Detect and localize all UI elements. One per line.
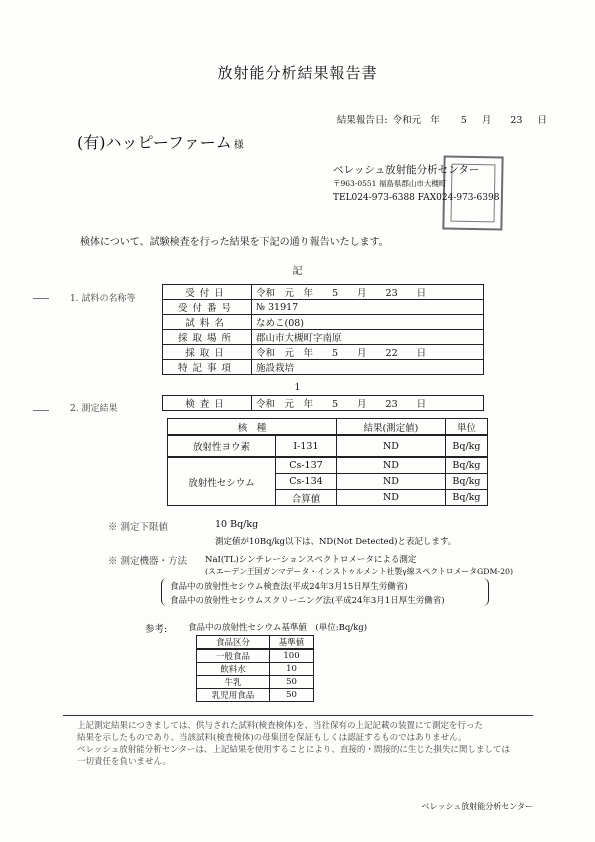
reference-label: 参考: xyxy=(145,624,168,635)
disclaimer: 上記測定結果につきましては、供与された試料(検査検体)を、当社保有の上記記載の装置にて測定を行った 結果を示したものであり、当該試料(検査検体)の母集団を保証もしくは認証するものではありません。 ベレッシュ放射能分析センターは、上記結果を使用することにより、直接的・間接的に生じた損失に関しましては 一切責任を負いません。 xyxy=(77,721,510,767)
table-row: 一般食品 100 xyxy=(197,649,314,663)
table-row: 乳児用食品 50 xyxy=(197,689,314,702)
ki-heading: 記 xyxy=(292,266,303,277)
section-1-heading: 1. 試料の名称等 xyxy=(70,294,136,304)
table-row: 放射性セシウム Cs-137 ND Bq/kg xyxy=(168,457,488,474)
table-row: 採取場所 郡山市大槻町字南原 xyxy=(163,330,484,345)
addressee-name: (有)ハッピーファーム xyxy=(77,133,232,152)
limit-note: 測定値が10Bq/kg以下は、ND(Not Detected)と表記します。 xyxy=(215,537,457,547)
table-row: 合算値 ND Bq/kg xyxy=(168,490,488,506)
results-table xyxy=(167,418,488,506)
table-row: 受付日 令和 元 年 5 月 23 日 xyxy=(163,285,484,300)
table-row: 検査日 令和 元 年 5 月 23 日 xyxy=(163,396,484,411)
table-row: 採取日 令和 元 年 5 月 22 日 xyxy=(163,345,484,360)
method-line-1: NaI(TL)シンチレーションスペクトロメータによる測定 xyxy=(205,555,417,565)
sender-address: 〒963-0551 福島県郡山市大槻町 xyxy=(333,179,447,188)
document-title: 放射能分析結果報告書 xyxy=(217,64,378,82)
sender-tel: TEL024-973-6388 FAX024-973-6398 xyxy=(333,193,500,203)
table-row: 牛乳 50 xyxy=(197,676,314,689)
limit-label: ※ 測定下限値 xyxy=(108,522,169,533)
margin-mark xyxy=(33,410,49,411)
table-header-row: 核 種 結果(測定値) 単位 xyxy=(168,419,488,436)
footer-company: ベレッシュ放射能分析センター xyxy=(421,802,533,811)
addressee-suffix: 様 xyxy=(233,140,244,151)
table-header-row: 食品区分 基準値 xyxy=(197,636,314,650)
table-row: 放射性ヨウ素 I-131 ND Bq/kg xyxy=(168,435,488,457)
addressee xyxy=(77,130,244,153)
table-row: 試料名 なめこ(08) xyxy=(163,315,484,330)
sender-block xyxy=(333,163,499,205)
table-row: 飲料水 10 xyxy=(197,663,314,676)
sender-name: ベレッシュ放射能分析センター xyxy=(333,164,480,176)
method-line-2: (スエーデン王国ガンマデータ・インストゥルメント社製γ線スペクトロメータGDM-20) xyxy=(205,567,514,576)
method-line-4: 食品中の放射性セシウムスクリーニング法(平成24年3月1日厚生労働省) xyxy=(170,596,445,606)
reference-table xyxy=(196,635,314,702)
test-date-table xyxy=(162,395,484,411)
margin-mark xyxy=(33,298,49,299)
sample-info-table xyxy=(162,284,484,375)
table-row: Cs-134 ND Bq/kg xyxy=(168,474,488,490)
table-row: 特記事項 施設栽培 xyxy=(163,360,484,375)
table-row: 受付番号 № 31917 xyxy=(163,300,484,315)
section-2-heading: 2. 測定結果 xyxy=(70,404,118,414)
page-number: 1 xyxy=(294,383,301,393)
divider xyxy=(63,715,533,716)
report-date: 結果報告日: 令和元 年 5 月 23 日 xyxy=(336,115,547,126)
reference-title: 食品中の放射性セシウム基準値 (単位:Bq/kg) xyxy=(188,623,368,633)
method-label: ※ 測定機器・方法 xyxy=(108,556,188,567)
limit-value: 10 Bq/kg xyxy=(215,519,259,530)
intro-text: 検体について、試験検査を行った結果を下記の通り報告いたします。 xyxy=(80,237,389,248)
method-line-3: 食品中の放射性セシウム検査法(平成24年3月15日厚生労働省) xyxy=(170,582,408,592)
